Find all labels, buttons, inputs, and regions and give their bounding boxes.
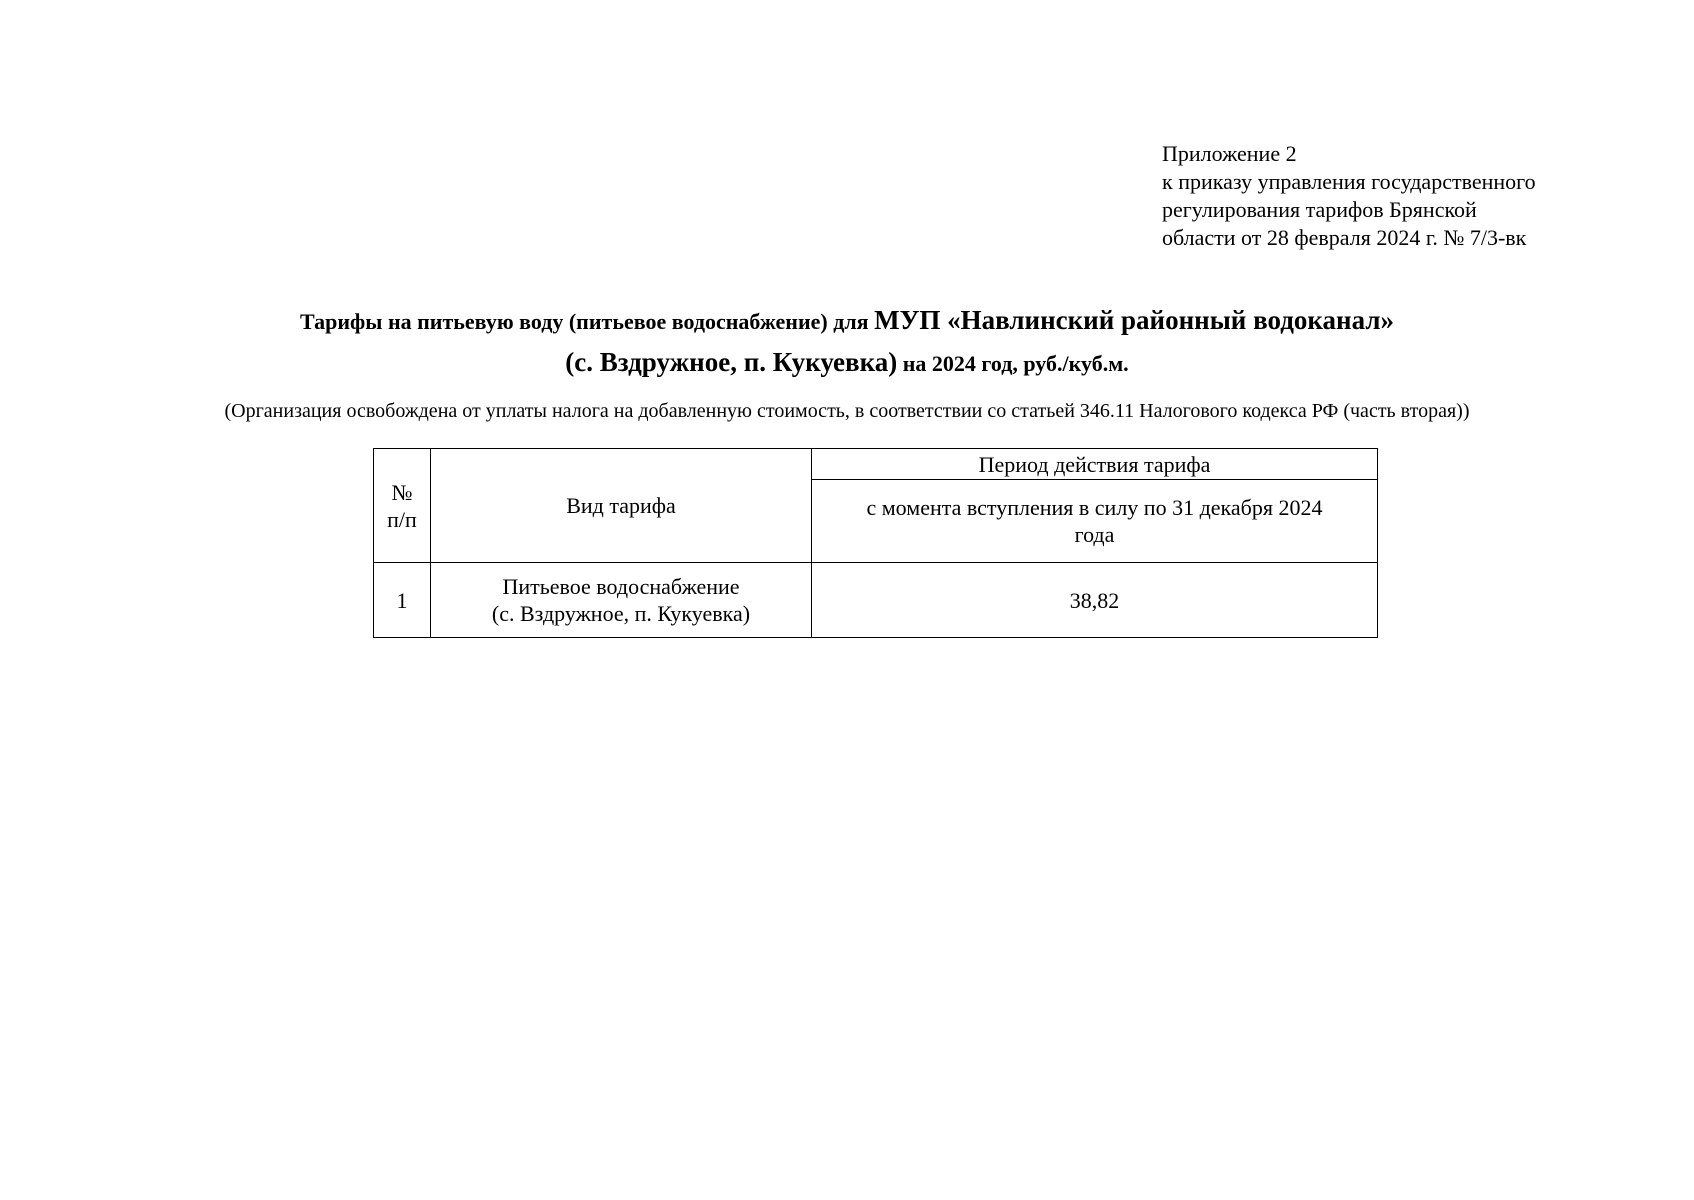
- annex-line-1: Приложение 2: [1162, 141, 1297, 166]
- row-kind-line-2: (с. Вздружное, п. Кукуевка): [491, 601, 751, 626]
- header-period-sub-line-1: с момента вступления в силу по 31 декабря 2024: [866, 495, 1323, 520]
- title-line-2-part-1: (с. Вздружное, п. Кукуевка): [565, 347, 898, 377]
- header-period-cell: Период действия тарифа: [812, 449, 1378, 480]
- header-num-line-1: №: [391, 479, 413, 505]
- annex-line-3: регулирования тарифов Брянской: [1162, 197, 1477, 222]
- tariff-table: [373, 448, 1378, 638]
- title-line-1: [0, 300, 1694, 342]
- vat-note: (Организация освобождена от уплаты налога на добавленную стоимость, в соответствии со статьей 346.11 Налогового кодекса РФ (часть вторая)): [224, 400, 1470, 422]
- document-title: [0, 300, 1694, 384]
- row-kind-line-1: Питьевое водоснабжение: [502, 574, 740, 599]
- title-line-1-part-1: Тарифы на питьевую воду (питьевое водоснабжение) для: [300, 309, 875, 334]
- row-kind-cell: [431, 563, 812, 638]
- header-num-line-2: п/п: [387, 506, 417, 532]
- table-header-row-1: [374, 449, 1378, 480]
- header-period-sub-cell: [812, 480, 1378, 563]
- title-line-1-part-2: МУП «Навлинский районный водоканал»: [874, 305, 1394, 335]
- table-row: [374, 563, 1378, 638]
- header-kind-cell: Вид тарифа: [431, 449, 812, 563]
- title-line-2: [0, 342, 1694, 384]
- title-line-2-part-2: на 2024 год, руб./куб.м.: [897, 351, 1129, 376]
- annex-line-2: к приказу управления государственного: [1162, 169, 1536, 194]
- header-num-cell: [374, 449, 431, 563]
- row-value-cell: 38,82: [812, 563, 1378, 638]
- annex-block: [1162, 140, 1536, 252]
- annex-line-4: области от 28 февраля 2024 г. № 7/3-вк: [1162, 225, 1527, 250]
- row-num-cell: 1: [374, 563, 431, 638]
- header-period-sub-line-2: года: [1074, 522, 1115, 547]
